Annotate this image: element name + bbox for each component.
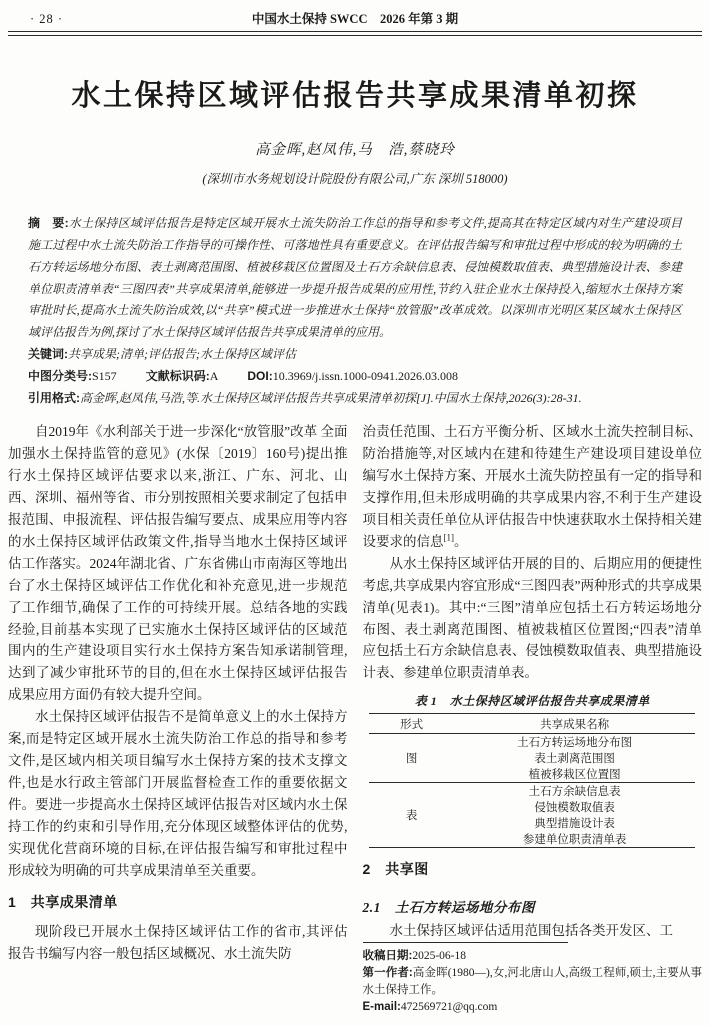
section-2-1-heading: 2.1 土石方转运场地分布图 (362, 900, 535, 916)
table-row: 表 土石方余缺信息表 (369, 783, 695, 800)
header-double-rule (8, 31, 702, 36)
section-2-heading: 2 共享图 (362, 861, 429, 878)
form-cell-table: 表 (405, 810, 418, 823)
citation-text: 高金晖,赵凤伟,马浩,等.水土保持区域评估报告共享成果清单初探[J].中国水土保持,2026(3):28-31. (80, 390, 582, 405)
right-column (363, 421, 703, 1024)
shared-results-table (369, 713, 695, 848)
email-line: E-mail:472569721@qq.com (362, 1001, 498, 1014)
intro-paragraph-1: 自2019年《水利部关于进一步深化“放管服”改革 全面加强水土保持监管的意见》(水保〔2019〕160号)提出推行水土保持区域评估要求以来,浙江、广东、河北、山西、深圳、福州等省、市分别按照相关要求制定了包括申报范围、申报流程、评估报告编写要点、成果应用等内容的水土保持区域评估政策文件,指导当地水土保持区域评估工作落实。2024年湖北省、广东省佛山市南海区等地出台了水土保持区域评估工作优化和补充意见,进一步规范了工作细节,确保了工作的可持续开展。总结各地的实践经验,目前基本实现了已实施水土保持区域评估的区域范围内的生产建设项目实行水土保持方案告知承诺制管理,达到了减少审批环节的目的,但在水土保持区域评估报告成果应用方面仍有较大提升空间。 (8, 424, 348, 703)
continuation-paragraph: 治责任范围、土石方平衡分析、区域水土流失控制目标、防治措施等,对区域内在建和待建生产建设项目建设单位编写水土保持方案、开展水土流失防控虽有一定的指导和支撑作用,但未形成明确的共享成果内容,不利于生产建设项目相关责任单位从评估报告中快速获取水土保持相关建设要求的信息[1]。 (362, 424, 702, 549)
table-group-tables (369, 783, 695, 848)
doi: DOI:10.3969/j.issn.1000-0941.2026.03.008 (247, 368, 459, 383)
footnote-block (363, 942, 703, 1026)
keywords (28, 344, 682, 366)
table-row: 植被移栽区位置图 (528, 769, 621, 782)
abstract (28, 213, 682, 344)
abstract-block (28, 213, 682, 409)
table-group-figures (369, 734, 695, 783)
citation-label: 引用格式: (28, 390, 80, 405)
left-column (8, 421, 348, 1024)
table-row: 表土剥离范围图 (534, 753, 615, 766)
table-row: 参建单位职责清单表 (522, 834, 627, 847)
journal-issue-line: 中国水土保持 SWCC 2026 年第 3 期 (251, 12, 459, 26)
article-title: 水土保持区域评估报告共享成果清单初探 (71, 80, 639, 112)
clc-number: 中图分类号:S157 (28, 368, 117, 383)
col-header-form: 形式 (400, 718, 424, 731)
keywords-text: 共享成果;清单;评估报告;水土保持区域评估 (68, 347, 296, 362)
page-number: · 28 · (30, 12, 64, 26)
three-charts-four-tables-paragraph: 从水土保持区域评估开展的目的、后期应用的便捷性考虑,共享成果内容宜形成“三图四表”两种形式的共享成果清单(见表1)。其中:“三图”清单应包括土石方转运场地分布图、表土剥离范围图、植被栽植区位置图;“四表”清单应包括土石方余缺信息表、侵蚀模数取值表、典型措施设计表、参建单位职责清单表。 (362, 555, 702, 681)
table-header (369, 714, 695, 734)
first-author-line: 第一作者:高金晖(1980—),女,河北唐山人,高级工程师,硕士,主要从事水土保持工作。 (362, 967, 702, 997)
section-2-1-paragraph: 水土保持区域评估适用范围包括各类开发区、工 (389, 923, 673, 939)
col-header-name: 共享成果名称 (540, 718, 610, 731)
affiliation: (深圳市水务规划设计院股份有限公司,广东 深圳 518000) (202, 172, 508, 187)
received-date-line: 收稿日期:2025-06-18 (362, 950, 467, 963)
section-1-paragraph: 现阶段已开展水土保持区域评估工作的省市,其评估报告书编写内容一般包括区域概况、水土流失防 (8, 924, 348, 962)
reference-mark-1: [1] (443, 532, 454, 543)
section-1-heading: 1 共享成果清单 (8, 894, 118, 911)
abstract-label: 摘 要: (28, 216, 69, 231)
table-row: 典型措施设计表 (534, 818, 615, 831)
form-cell-figure: 图 (405, 753, 418, 766)
author-list: 高金晖,赵凤伟,马 浩,蔡晓玲 (255, 142, 455, 159)
abstract-text: 水土保持区域评估报告是特定区域开展水土流失防治工作总的指导和参考文件,提高其在特定区域内对生产建设项目施工过程中水土流失防治工作指导的可操作性、可落地性具有重要意义。在评估报告编写和审批过程中形成的较为明确的土石方转运场地分布图、表土剥离范围图、植被移栽区位置图及土石方余缺信息表、侵蚀模数取值表、典型措施设计表、参建单位职责清单表“三图四表”共享成果清单,能够进一步提升报告成果的应用性,节约入驻企业水土保持投入,缩短水土保持方案审批时长,提高水土流失防治成效,以“共享”模式进一步推进水土保持“放管服”改革成效。以深圳市光明区某区域水土保持区域评估报告为例,探讨了水土保持区域评估报告共享成果清单的应用。 (28, 216, 682, 340)
table-row: 侵蚀模数取值表 (534, 802, 615, 815)
intro-paragraph-2: 水土保持区域评估报告不是简单意义上的水土保持方案,而是特定区域开展水土流失防治工作总的指导和参考文件,是区域内相关项目编写水土保持方案的技术支撑文件,也是水行政主管部门开展监督检查工作的重要依据文件。要进一步提高水土保持区域评估报告对区域内水土保持工作的约束和引导作用,充分体现区域整体评估的优势,实现优化营商环境的目标,在评估报告编写和审批过程中形成较为明确的可共享成果清单至关重要。 (8, 709, 348, 878)
running-head (8, 8, 702, 30)
table-1-caption: 表 1 水土保持区域评估报告共享成果清单 (414, 694, 650, 709)
citation-line (28, 388, 682, 410)
clc-line (28, 366, 682, 388)
table-header-row (369, 714, 695, 734)
document-code: 文献标识码:A (145, 368, 219, 383)
keywords-label: 关键词: (28, 347, 68, 362)
body-columns (8, 421, 702, 1024)
footnote-rule (363, 942, 568, 943)
table-row: 图 土石方转运场地分布图 (369, 734, 695, 751)
